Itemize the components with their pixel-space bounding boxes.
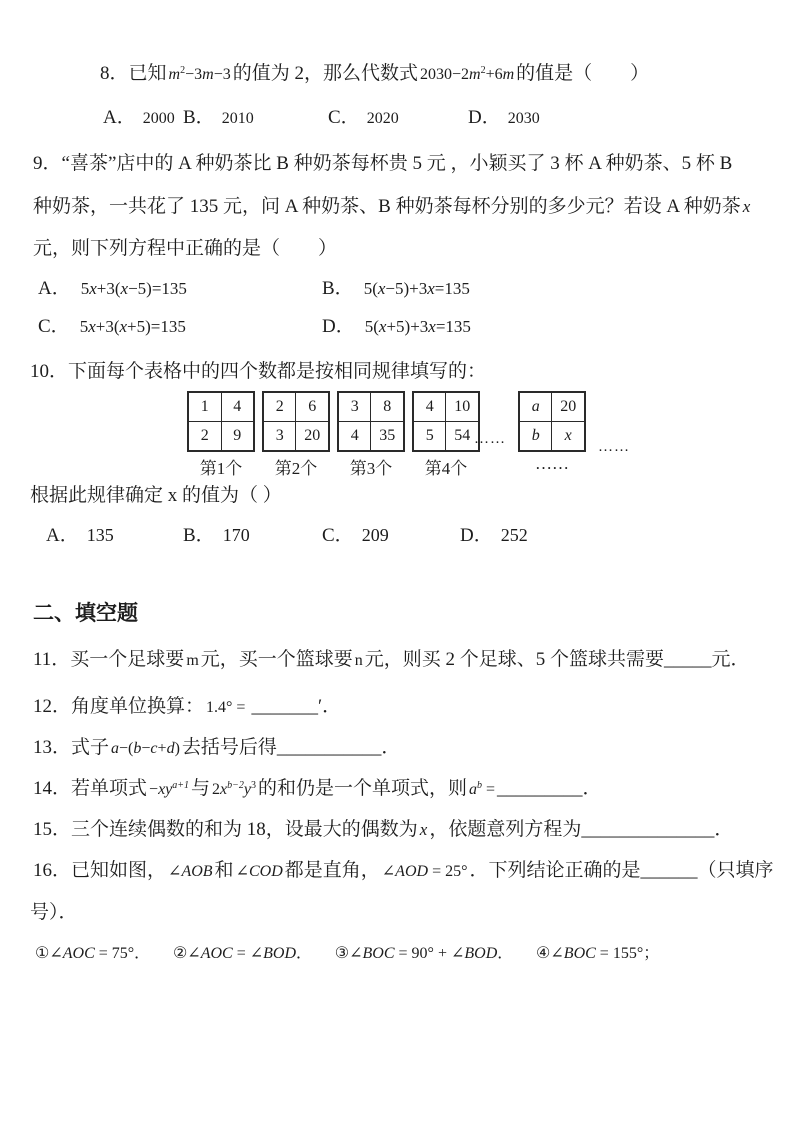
option-d (468, 106, 540, 130)
table-cell: 2 (263, 392, 296, 422)
option-formula: 5x+3(x+5)=135 (79, 317, 186, 336)
option-label: C． (322, 525, 354, 546)
table-cell: 5 (413, 422, 446, 452)
pattern-table-4 (412, 391, 480, 479)
table-cell: 35 (371, 422, 404, 452)
variable-n: n (354, 652, 363, 669)
option-label: C． (328, 107, 360, 128)
table-cell: 4 (338, 422, 371, 452)
table-cell: b (519, 422, 552, 452)
option-value: 135 (86, 525, 114, 545)
section-2-title (33, 602, 138, 625)
stem-text: 下面每个表格中的四个数都是按相同规律填写的： (68, 361, 487, 382)
option-formula: 5(x+5)+3x=135 (364, 317, 471, 336)
option-c (38, 315, 188, 338)
stem-text: 三个连续偶数的和为 18，设最大的偶数为 (71, 819, 418, 840)
table-cell: a (519, 392, 552, 422)
question-10-line2 (30, 484, 282, 507)
stem-text: ． (714, 819, 734, 840)
stem-text: 角度单位换算： (71, 696, 205, 717)
option-label: A． (38, 278, 71, 299)
table-cell: 1 (188, 392, 221, 422)
stem-text: 元． (711, 649, 750, 670)
formula: $m^2-3m-3$ (168, 65, 231, 83)
option-c (322, 524, 389, 547)
option-label: D． (460, 525, 493, 546)
stem-text: ，依题意列方程为 (429, 819, 582, 840)
option-label: B． (322, 278, 354, 299)
formula: $-xy^{a+1}$ (149, 780, 190, 798)
statement-4: ④∠BOC = 155°； (536, 945, 660, 962)
stem-text: 已知 (128, 63, 167, 84)
option-formula: 5x+3(x−5)=135 (80, 279, 187, 298)
stem-text: ′． (317, 696, 342, 717)
stem-text: 去括号后得 (181, 737, 277, 758)
option-d (460, 524, 528, 547)
stem-text: 的值是（ ） (516, 63, 650, 84)
stem-text: （只填序 (697, 860, 774, 881)
pattern-table-2 (262, 391, 330, 479)
question-number: 15． (33, 819, 72, 840)
question-16-statements (33, 941, 675, 965)
option-label: D． (468, 107, 501, 128)
table-cell: 2 (188, 422, 221, 452)
table-label: 第3个 (349, 459, 393, 478)
question-8-stem (100, 62, 649, 86)
statement-1: ①∠AOC = 75°． (35, 945, 151, 962)
stem-text: 的值为 2，那么代数式 (232, 63, 418, 84)
question-11 (33, 648, 750, 672)
option-value: 2030 (507, 110, 540, 127)
question-16-line1 (33, 859, 774, 883)
question-13 (33, 736, 400, 760)
option-b (322, 277, 472, 300)
answer-blank: ______ (640, 860, 698, 881)
table-cell: 3 (263, 422, 296, 452)
stem-text: 和 (214, 860, 234, 881)
option-value: 2010 (221, 110, 254, 127)
option-a (46, 524, 114, 547)
stem-text: 都是直角， (284, 860, 380, 881)
option-value: 2020 (366, 110, 399, 127)
stem-text: 元，则买 2 个足球、5 个篮球共需要 (364, 649, 665, 670)
formula: ∠AOB (168, 863, 213, 880)
table-cell: x (552, 422, 585, 452)
table-cell: 8 (371, 392, 404, 422)
question-9-line1 (33, 152, 732, 175)
table-cell: 6 (296, 392, 329, 422)
formula: $2030-2m^2+6m$ (419, 65, 515, 83)
question-15 (33, 818, 733, 841)
table-cell: 54 (446, 422, 479, 452)
option-a (103, 106, 175, 130)
question-16-line2 (30, 901, 78, 924)
option-label: A． (46, 525, 79, 546)
table-cell: 4 (221, 392, 254, 422)
option-c (328, 106, 399, 130)
section-title-text: 二、填空题 (33, 602, 138, 625)
table-cell: 9 (221, 422, 254, 452)
table-label: 第4个 (424, 459, 468, 478)
question-12 (33, 695, 341, 719)
pattern-table-3 (337, 391, 405, 479)
question-number: 14． (33, 778, 72, 799)
table-cell: 20 (296, 422, 329, 452)
question-number: 11． (33, 649, 71, 670)
stem-text: 已知如图， (71, 860, 167, 881)
answer-blank: _________ (497, 778, 583, 799)
ellipsis: …… (474, 431, 506, 447)
table-label: 第1个 (199, 459, 243, 478)
option-b (183, 106, 254, 130)
stem-text: 号）． (30, 902, 78, 923)
option-value: 170 (222, 525, 250, 545)
q10-pattern-figure (0, 391, 793, 477)
ellipsis: …… (598, 439, 630, 455)
option-label: B． (183, 525, 215, 546)
formula: 1.4° = (206, 699, 250, 716)
variable-x: x (742, 197, 751, 216)
stem-text: 式子 (71, 737, 110, 758)
option-a (38, 277, 189, 300)
table-cell: 10 (446, 392, 479, 422)
pattern-table-1 (187, 391, 255, 479)
question-9-line2 (33, 195, 752, 218)
option-label: C． (38, 316, 70, 337)
pattern-table-n (518, 391, 586, 474)
statement-2: ②∠AOC = ∠BOD． (172, 945, 313, 962)
formula: $a^b$ = (469, 780, 496, 798)
variable-m: m (186, 652, 199, 669)
stem-text: 与 (191, 778, 211, 799)
answer-blank: _____ (664, 649, 712, 670)
stem-text: 的和仍是一个单项式，则 (258, 778, 468, 799)
variable-x: x (419, 820, 428, 839)
option-label: D． (322, 316, 355, 337)
option-label: A． (103, 107, 136, 128)
table-cell: 20 (552, 392, 585, 422)
stem-text: ．下列结论正确的是 (469, 860, 641, 881)
option-value: 209 (361, 525, 389, 545)
table-label: 第2个 (274, 459, 318, 478)
question-number: 16． (33, 860, 72, 881)
stem-text: 元，买一个篮球要 (200, 649, 353, 670)
option-formula: 5(x−5)+3x=135 (363, 279, 470, 298)
stem-text: 种奶茶，一共花了 135 元，问 A 种奶茶、B 种奶茶每杯分别的多少元？若设 A 种奶茶 (33, 196, 741, 217)
table-cell: 3 (338, 392, 371, 422)
formula: ∠COD (235, 863, 283, 880)
formula: ∠AOD = 25° (381, 863, 468, 880)
question-number: 13． (33, 737, 72, 758)
answer-blank: ______________ (581, 819, 715, 840)
answer-blank: ___________ (276, 737, 382, 758)
stem-text: 若单项式 (71, 778, 148, 799)
option-value: 2000 (142, 110, 175, 127)
option-label: B． (183, 107, 215, 128)
question-9-line3 (33, 237, 337, 260)
stem-text: “喜茶”店中的 A 种奶茶比 B 种奶茶每杯贵 5 元 ，小颖买了 3 杯 A 种奶茶、5 杯 B (61, 153, 733, 174)
stem-text: 根据此规律确定 x 的值为（ ） (30, 485, 282, 506)
table-label: …… (535, 454, 569, 473)
question-number: 8． (100, 63, 129, 84)
question-10-stem (30, 360, 486, 383)
option-d (322, 315, 473, 338)
formula: a−(b−c+d) (111, 740, 180, 757)
answer-blank: _______ (251, 696, 318, 717)
question-number: 12． (33, 696, 72, 717)
statement-3: ③∠BOC = 90° + ∠BOD． (334, 945, 514, 962)
question-number: 9． (33, 153, 62, 174)
stem-text: 买一个足球要 (70, 649, 185, 670)
formula: $2x^{b-2}y^3$ (212, 780, 256, 798)
stem-text: ． (381, 737, 401, 758)
table-cell: 4 (413, 392, 446, 422)
option-b (183, 524, 250, 547)
stem-text: ． (582, 778, 602, 799)
option-value: 252 (500, 525, 528, 545)
stem-text: 元，则下列方程中正确的是（ ） (33, 238, 338, 259)
question-14 (33, 777, 602, 801)
question-number: 10． (30, 361, 69, 382)
